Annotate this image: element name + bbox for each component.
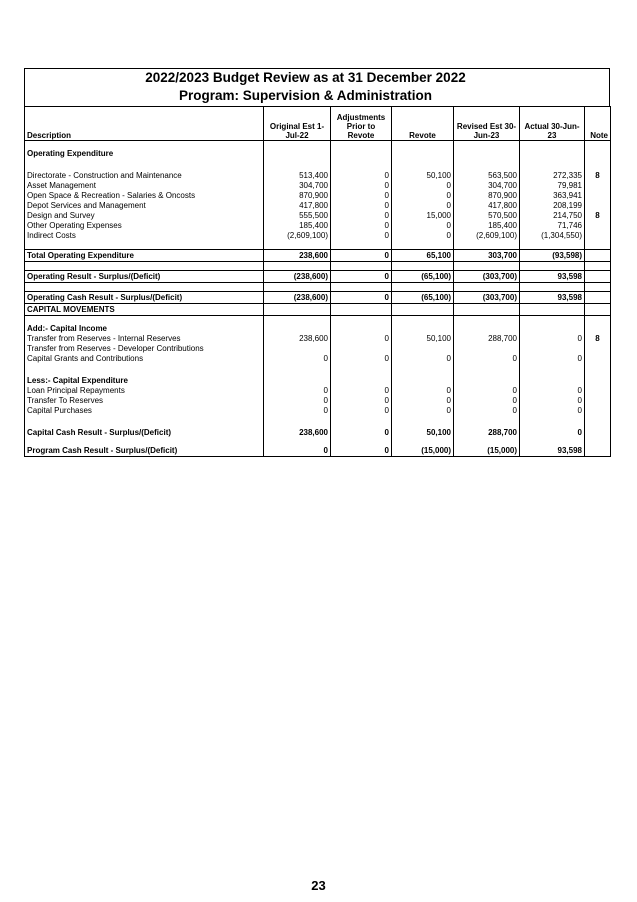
empty-cell	[331, 262, 392, 271]
empty-cell	[520, 364, 585, 376]
empty-cell	[264, 149, 331, 159]
row-description: Operating Result - Surplus/(Deficit)	[25, 271, 264, 283]
empty-cell	[264, 262, 331, 271]
empty-cell	[264, 304, 331, 316]
col-header-description: Description	[25, 107, 264, 141]
row-value-orig: (238,600)	[264, 292, 331, 304]
table-row	[25, 171, 611, 181]
row-value-revised: 185,400	[454, 221, 520, 231]
row-value-revised: (2,609,100)	[454, 231, 520, 241]
row-value-actual: 272,335	[520, 171, 585, 181]
row-value-orig: 238,600	[264, 334, 331, 344]
row-value-orig	[264, 344, 331, 354]
row-note	[585, 396, 611, 406]
row-value-actual: 93,598	[520, 446, 585, 457]
empty-cell	[585, 241, 611, 250]
row-description: Capital Purchases	[25, 406, 264, 416]
row-value-actual: 363,941	[520, 191, 585, 201]
section-heading: Add:- Capital Income	[25, 324, 264, 334]
empty-cell	[585, 283, 611, 292]
empty-cell	[454, 304, 520, 316]
empty-cell	[331, 304, 392, 316]
spacer-row	[25, 262, 611, 271]
row-value-adj: 0	[331, 406, 392, 416]
empty-cell	[520, 262, 585, 271]
row-value-revote: (15,000)	[392, 446, 454, 457]
row-note	[585, 446, 611, 457]
row-value-actual: 0	[520, 354, 585, 364]
row-value-revote	[392, 344, 454, 354]
row-value-adj	[331, 344, 392, 354]
row-value-orig: 304,700	[264, 181, 331, 191]
col-header-revote: Revote	[392, 107, 454, 141]
empty-cell	[331, 376, 392, 386]
empty-cell	[392, 304, 454, 316]
empty-cell	[585, 364, 611, 376]
row-value-revised: 570,500	[454, 211, 520, 221]
row-description: Total Operating Expenditure	[25, 250, 264, 262]
row-note	[585, 386, 611, 396]
row-value-revised: 417,800	[454, 201, 520, 211]
row-value-actual: 0	[520, 386, 585, 396]
row-note	[585, 181, 611, 191]
empty-cell	[25, 262, 264, 271]
col-header-original: Original Est 1-Jul-22	[264, 107, 331, 141]
table-row	[25, 406, 611, 416]
row-value-orig: 185,400	[264, 221, 331, 231]
empty-cell	[25, 316, 264, 325]
row-value-orig: 0	[264, 396, 331, 406]
row-value-adj: 0	[331, 386, 392, 396]
empty-cell	[392, 316, 454, 325]
empty-cell	[25, 159, 264, 171]
row-value-adj: 0	[331, 271, 392, 283]
empty-cell	[331, 241, 392, 250]
row-value-revised: 304,700	[454, 181, 520, 191]
spacer-row	[25, 241, 611, 250]
row-description: Loan Principal Repayments	[25, 386, 264, 396]
empty-cell	[454, 141, 520, 150]
row-value-revote: (65,100)	[392, 271, 454, 283]
spacer-row	[25, 316, 611, 325]
empty-cell	[520, 141, 585, 150]
row-value-revote: 0	[392, 181, 454, 191]
row-value-adj: 0	[331, 231, 392, 241]
row-value-revote: 0	[392, 406, 454, 416]
row-value-orig: 870,900	[264, 191, 331, 201]
empty-cell	[392, 376, 454, 386]
empty-cell	[454, 262, 520, 271]
empty-cell	[331, 149, 392, 159]
row-value-revised: (303,700)	[454, 271, 520, 283]
empty-cell	[520, 416, 585, 428]
row-value-revised: 288,700	[454, 334, 520, 344]
row-value-orig: 238,600	[264, 250, 331, 262]
empty-cell	[585, 416, 611, 428]
row-value-revised: 0	[454, 386, 520, 396]
capital-movements-row	[25, 304, 611, 316]
row-value-adj: 0	[331, 396, 392, 406]
table-row	[25, 354, 611, 364]
row-value-adj: 0	[331, 250, 392, 262]
empty-cell	[454, 416, 520, 428]
table-row	[25, 344, 611, 354]
row-description: Asset Management	[25, 181, 264, 191]
title-block	[24, 68, 610, 106]
table-row	[25, 396, 611, 406]
row-value-revote: 0	[392, 396, 454, 406]
total-opex-row	[25, 250, 611, 262]
empty-cell	[264, 438, 331, 446]
row-value-revote: 65,100	[392, 250, 454, 262]
section-heading: CAPITAL MOVEMENTS	[25, 304, 264, 316]
col-header-note: Note	[585, 107, 611, 141]
empty-cell	[392, 324, 454, 334]
row-note	[585, 201, 611, 211]
row-value-revised: 563,500	[454, 171, 520, 181]
empty-cell	[454, 438, 520, 446]
table-body	[25, 141, 611, 457]
empty-cell	[520, 324, 585, 334]
capital-cash-result-row	[25, 428, 611, 438]
row-value-actual: 93,598	[520, 292, 585, 304]
empty-cell	[392, 283, 454, 292]
empty-cell	[392, 159, 454, 171]
row-note	[585, 250, 611, 262]
operating-result-row	[25, 271, 611, 283]
row-value-adj: 0	[331, 428, 392, 438]
row-description: Indirect Costs	[25, 231, 264, 241]
table-row	[25, 181, 611, 191]
row-value-adj: 0	[331, 181, 392, 191]
budget-table	[24, 106, 611, 457]
row-value-orig: 238,600	[264, 428, 331, 438]
row-value-revised: 0	[454, 396, 520, 406]
empty-cell	[454, 149, 520, 159]
row-value-revote: 50,100	[392, 171, 454, 181]
row-note: 8	[585, 334, 611, 344]
empty-cell	[520, 241, 585, 250]
row-value-adj: 0	[331, 211, 392, 221]
empty-cell	[331, 364, 392, 376]
table-row	[25, 201, 611, 211]
row-value-adj: 0	[331, 221, 392, 231]
program-cash-result-row	[25, 446, 611, 457]
empty-cell	[520, 283, 585, 292]
empty-cell	[520, 149, 585, 159]
budget-sheet	[24, 68, 610, 457]
empty-cell	[25, 416, 264, 428]
spacer-row	[25, 159, 611, 171]
empty-cell	[520, 438, 585, 446]
empty-cell	[585, 324, 611, 334]
row-value-revised: 0	[454, 354, 520, 364]
capital-expenditure-heading-row	[25, 376, 611, 386]
row-value-revised: 288,700	[454, 428, 520, 438]
row-value-revote: 50,100	[392, 334, 454, 344]
row-value-actual: 0	[520, 428, 585, 438]
table-row	[25, 231, 611, 241]
empty-cell	[585, 141, 611, 150]
empty-cell	[25, 283, 264, 292]
row-value-revote: 15,000	[392, 211, 454, 221]
row-value-actual: 214,750	[520, 211, 585, 221]
empty-cell	[264, 376, 331, 386]
row-value-actual: 0	[520, 334, 585, 344]
col-header-actual: Actual 30-Jun-23	[520, 107, 585, 141]
empty-cell	[331, 141, 392, 150]
table-row	[25, 221, 611, 231]
row-value-revised	[454, 344, 520, 354]
empty-cell	[331, 159, 392, 171]
empty-cell	[392, 416, 454, 428]
empty-cell	[25, 141, 264, 150]
empty-cell	[520, 316, 585, 325]
row-value-orig: 555,500	[264, 211, 331, 221]
row-value-actual: 93,598	[520, 271, 585, 283]
col-header-adjustments: Adjustments Prior to Revote	[331, 107, 392, 141]
row-value-actual: 79,981	[520, 181, 585, 191]
row-description: Operating Cash Result - Surplus/(Deficit)	[25, 292, 264, 304]
row-value-adj: 0	[331, 446, 392, 457]
table-row	[25, 386, 611, 396]
row-description: Directorate - Construction and Maintenance	[25, 171, 264, 181]
opex-heading-row	[25, 149, 611, 159]
row-value-orig: 0	[264, 386, 331, 396]
row-description: Capital Cash Result - Surplus/(Deficit)	[25, 428, 264, 438]
row-value-orig: 0	[264, 406, 331, 416]
spacer-row	[25, 364, 611, 376]
empty-cell	[25, 438, 264, 446]
row-value-adj: 0	[331, 354, 392, 364]
row-value-revote: (65,100)	[392, 292, 454, 304]
empty-cell	[392, 141, 454, 150]
empty-cell	[264, 324, 331, 334]
empty-cell	[264, 283, 331, 292]
row-note	[585, 191, 611, 201]
empty-cell	[264, 416, 331, 428]
row-description: Transfer from Reserves - Developer Contributions	[25, 344, 264, 354]
row-description: Depot Services and Management	[25, 201, 264, 211]
row-note	[585, 271, 611, 283]
row-value-adj: 0	[331, 171, 392, 181]
row-note	[585, 231, 611, 241]
empty-cell	[585, 304, 611, 316]
row-value-revised: 303,700	[454, 250, 520, 262]
row-note	[585, 406, 611, 416]
empty-cell	[585, 438, 611, 446]
row-value-actual: (1,304,550)	[520, 231, 585, 241]
row-description: Transfer from Reserves - Internal Reserves	[25, 334, 264, 344]
row-value-actual	[520, 344, 585, 354]
empty-cell	[264, 316, 331, 325]
row-note	[585, 354, 611, 364]
empty-cell	[392, 241, 454, 250]
col-header-revised: Revised Est 30-Jun-23	[454, 107, 520, 141]
empty-cell	[331, 283, 392, 292]
row-value-revote: 0	[392, 201, 454, 211]
row-value-revote: 0	[392, 231, 454, 241]
empty-cell	[392, 364, 454, 376]
row-value-actual: 71,746	[520, 221, 585, 231]
empty-cell	[392, 149, 454, 159]
spacer-row	[25, 283, 611, 292]
row-value-orig: 417,800	[264, 201, 331, 211]
spacer-row	[25, 416, 611, 428]
row-description: Program Cash Result - Surplus/(Deficit)	[25, 446, 264, 457]
empty-cell	[585, 376, 611, 386]
row-value-revised: 870,900	[454, 191, 520, 201]
empty-cell	[520, 304, 585, 316]
empty-cell	[454, 241, 520, 250]
empty-cell	[331, 316, 392, 325]
page-number: 23	[311, 878, 326, 893]
row-note	[585, 221, 611, 231]
row-value-adj: 0	[331, 292, 392, 304]
table-row	[25, 191, 611, 201]
row-value-adj: 0	[331, 191, 392, 201]
row-description: Transfer To Reserves	[25, 396, 264, 406]
row-value-actual: 208,199	[520, 201, 585, 211]
empty-cell	[331, 324, 392, 334]
row-value-orig: (238,600)	[264, 271, 331, 283]
row-value-revote: 50,100	[392, 428, 454, 438]
row-description: Capital Grants and Contributions	[25, 354, 264, 364]
report-title: 2022/2023 Budget Review as at 31 December 2022	[145, 70, 466, 85]
empty-cell	[264, 141, 331, 150]
empty-cell	[585, 316, 611, 325]
operating-cash-result-row	[25, 292, 611, 304]
empty-cell	[392, 438, 454, 446]
empty-cell	[454, 324, 520, 334]
row-value-actual: 0	[520, 406, 585, 416]
empty-cell	[264, 241, 331, 250]
row-value-orig: 513,400	[264, 171, 331, 181]
row-value-orig: (2,609,100)	[264, 231, 331, 241]
row-value-orig: 0	[264, 446, 331, 457]
row-description: Open Space & Recreation - Salaries & Oncosts	[25, 191, 264, 201]
row-value-revote: 0	[392, 386, 454, 396]
empty-cell	[454, 376, 520, 386]
empty-cell	[392, 262, 454, 271]
row-note: 8	[585, 171, 611, 181]
table-row	[25, 334, 611, 344]
section-heading: Less:- Capital Expenditure	[25, 376, 264, 386]
empty-cell	[25, 364, 264, 376]
empty-cell	[331, 416, 392, 428]
row-value-actual: (93,598)	[520, 250, 585, 262]
empty-cell	[264, 364, 331, 376]
empty-cell	[454, 316, 520, 325]
empty-cell	[454, 159, 520, 171]
row-note	[585, 292, 611, 304]
program-title: Program: Supervision & Administration	[178, 88, 433, 103]
row-value-adj: 0	[331, 334, 392, 344]
row-description: Other Operating Expenses	[25, 221, 264, 231]
capital-income-heading-row	[25, 324, 611, 334]
empty-cell	[264, 159, 331, 171]
empty-cell	[331, 438, 392, 446]
row-value-revote: 0	[392, 354, 454, 364]
empty-cell	[25, 241, 264, 250]
row-value-adj: 0	[331, 201, 392, 211]
row-value-revised: 0	[454, 406, 520, 416]
row-value-revote: 0	[392, 191, 454, 201]
spacer-row	[25, 438, 611, 446]
row-value-actual: 0	[520, 396, 585, 406]
section-heading: Operating Expenditure	[25, 149, 264, 159]
header-row	[25, 107, 611, 141]
row-value-revised: (15,000)	[454, 446, 520, 457]
empty-cell	[585, 159, 611, 171]
row-note	[585, 344, 611, 354]
row-note	[585, 428, 611, 438]
table-row	[25, 211, 611, 221]
row-note: 8	[585, 211, 611, 221]
row-value-revote: 0	[392, 221, 454, 231]
row-value-orig: 0	[264, 354, 331, 364]
row-value-revised: (303,700)	[454, 292, 520, 304]
row-description: Design and Survey	[25, 211, 264, 221]
spacer-row	[25, 141, 611, 150]
empty-cell	[585, 149, 611, 159]
empty-cell	[520, 376, 585, 386]
empty-cell	[454, 283, 520, 292]
empty-cell	[585, 262, 611, 271]
empty-cell	[520, 159, 585, 171]
empty-cell	[454, 364, 520, 376]
